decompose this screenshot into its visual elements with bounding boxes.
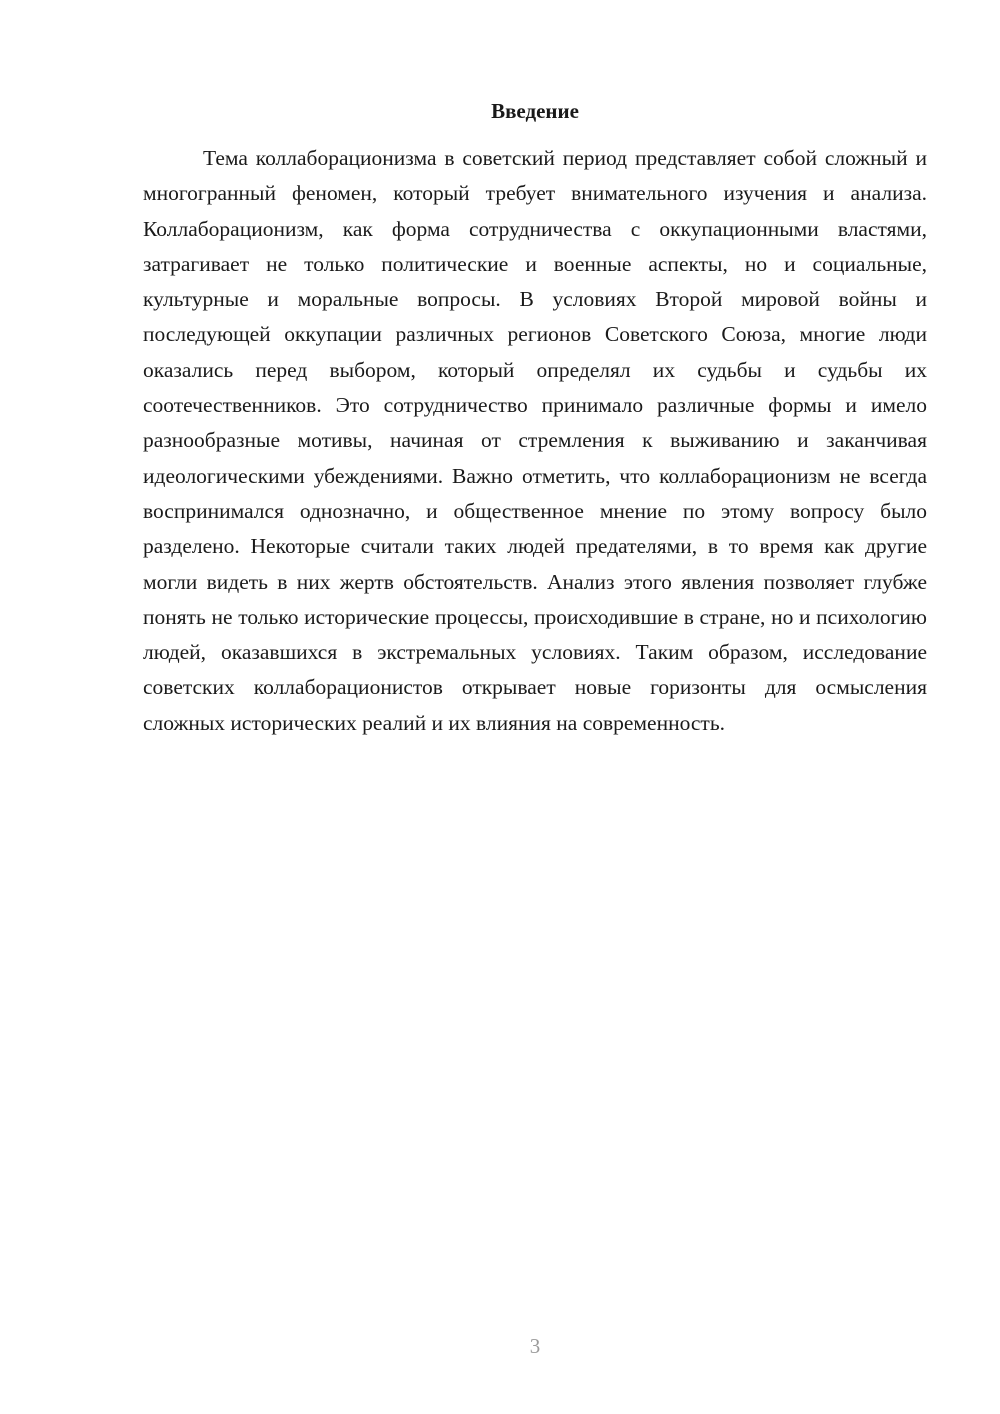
body-paragraph: Тема коллаборационизма в советский период представляет собой сложный и многогранный феномен, который требует внимательного изучения и анализа. Коллаборационизм, как форма сотрудничества с оккупационными властями, затрагивает не только политические и военные аспекты, но и социальные, культурные и моральные вопросы. В условиях Второй мировой войны и последующей оккупации различных регионов Советского Союза, многие люди оказались перед выбором, который определял их судьбы и судьбы их соотечественников. Это сотрудничество принимало различные формы и имело разнообразные мотивы, начиная от стремления к выживанию и заканчивая идеологическими убеждениями. Важно отметить, что коллаборационизм не всегда воспринимался однозначно, и общественное мнение по этому вопросу было разделено. Некоторые считали таких людей предателями, в то время как другие могли видеть в них жертв обстоятельств. Анализ этого явления позволяет глубже понять не только исторические процессы, происходившие в стране, но и психологию людей, оказавшихся в экстремальных условиях. Таким образом, исследование советских коллаборационистов открывает новые горизонты для осмысления сложных исторических реалий и их влияния на современность.	[143, 146, 927, 735]
section-heading: Введение	[491, 99, 579, 123]
page-number: 3	[529, 1334, 541, 1358]
